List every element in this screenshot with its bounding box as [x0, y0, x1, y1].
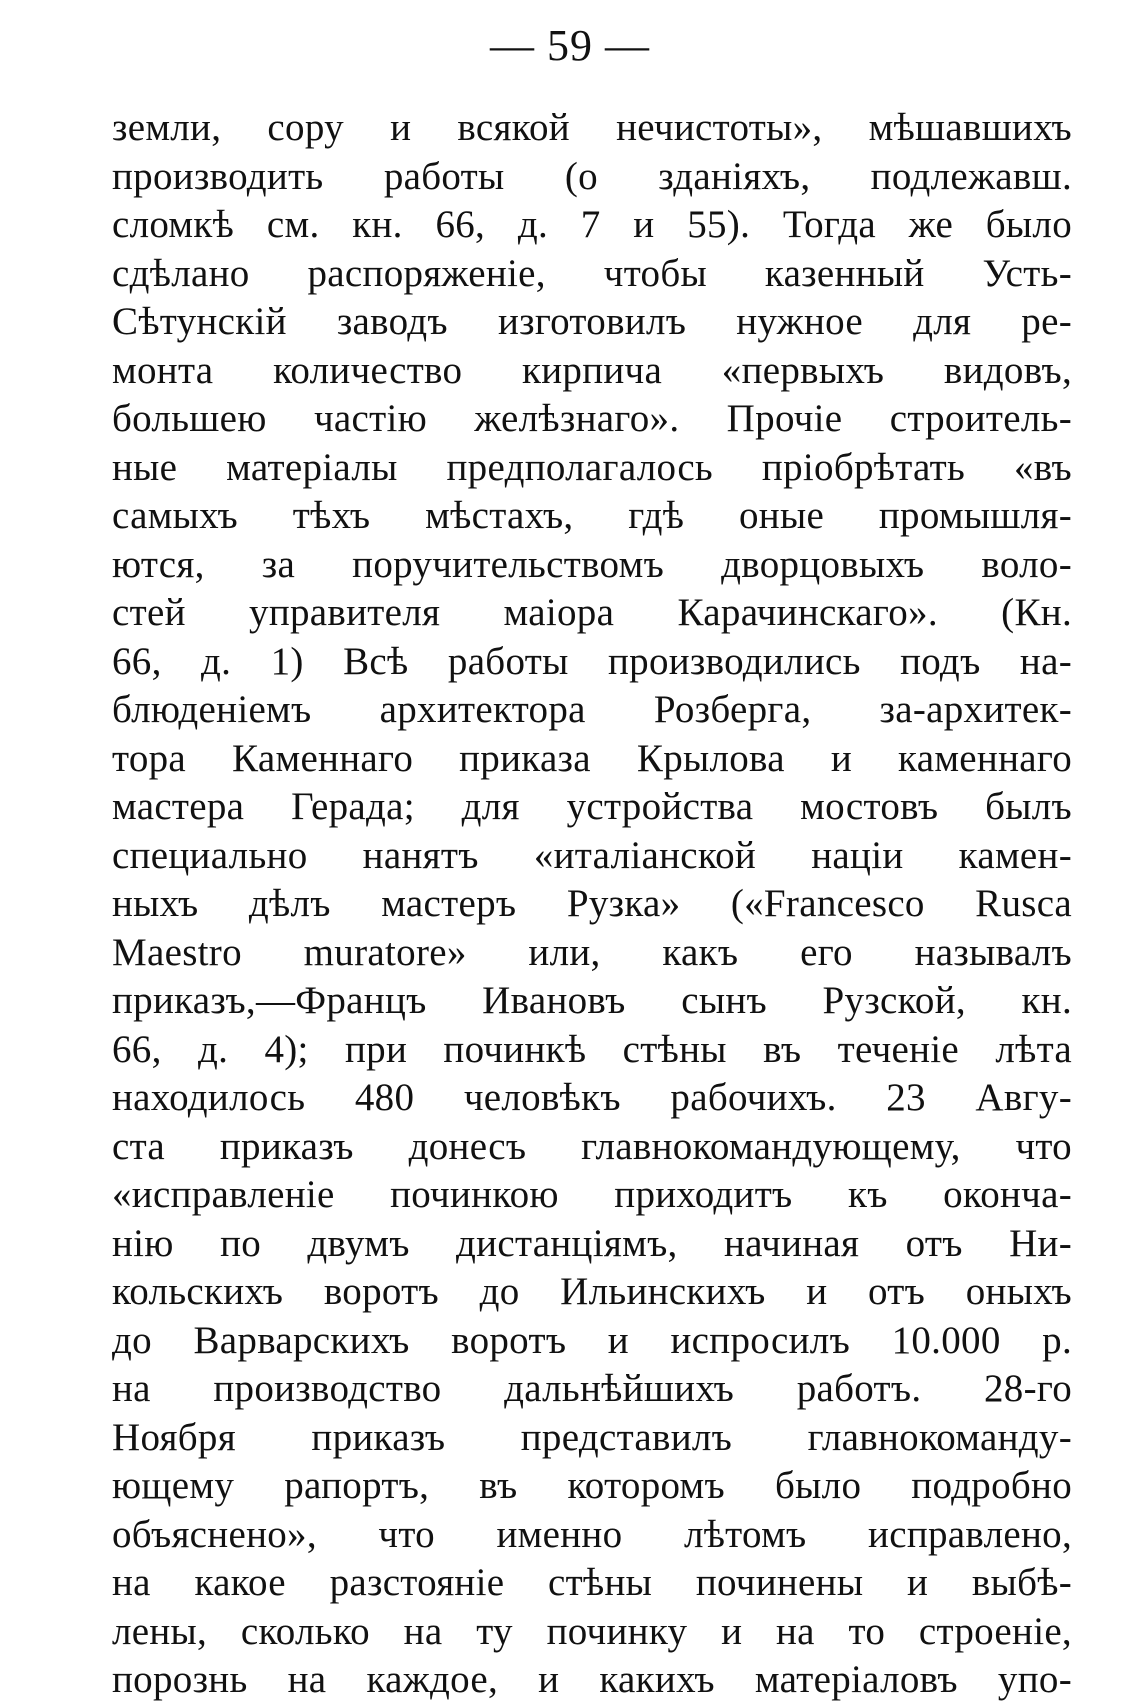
text-line: 66, д. 1) Всѣ работы производились подъ на-: [112, 639, 1072, 683]
text-line: ста приказъ донесъ главнокомандующему, что: [112, 1124, 1072, 1168]
text-line: мастера Герада; для устройства мостовъ былъ: [112, 785, 1072, 828]
text-line: стей управителя маiора Карачинскаго». (Кн.: [112, 591, 1072, 634]
text-line: до Варварскихъ воротъ и испросилъ 10.000 р.: [112, 1318, 1072, 1362]
text-line: большею частiю желѣзнаго». Прочiе строитель-: [112, 397, 1072, 440]
text-line: Maestro muratore» или, какъ его называлъ: [112, 930, 1072, 974]
text-line: сломкѣ см. кн. 66, д. 7 и 55). Тогда же было: [112, 203, 1072, 246]
text-line: объяснено», что именно лѣтомъ исправлено,: [112, 1512, 1072, 1556]
text-line: производить работы (о зданiяхъ, подлежавш.: [112, 154, 1072, 198]
text-line: монта количество кирпича «первыхъ видовъ,: [112, 348, 1072, 392]
text-line: земли, сору и всякой нечистоты», мѣшавшихъ: [112, 106, 1072, 149]
body-text: [112, 104, 1072, 1705]
text-line: ются, за поручительствомъ дворцовыхъ воло-: [112, 542, 1072, 586]
text-line: приказъ,—Францъ Ивановъ сынъ Рузской, кн.: [112, 979, 1072, 1022]
text-line: на какое разстоянiе стѣны починены и выбѣ-: [112, 1561, 1072, 1604]
text-line: блюденiемъ архитектора Розберга, за-архитек-: [112, 688, 1072, 731]
text-line: тора Каменнаго приказа Крылова и каменнаго: [112, 736, 1072, 780]
text-line: Ноября приказъ представилъ главнокоманду-: [112, 1415, 1072, 1459]
text-line: Сѣтунскiй заводъ изготовилъ нужное для ре-: [112, 300, 1072, 343]
text-line: лены, сколько на ту починку и на то строенiе,: [112, 1609, 1072, 1653]
text-line: сдѣлано распоряженiе, чтобы казенный Усть-: [112, 251, 1072, 295]
text-line: находилось 480 человѣкъ рабочихъ. 23 Авгу-: [112, 1076, 1072, 1119]
text-line: кольскихъ воротъ до Ильинскихъ и отъ оныхъ: [112, 1270, 1072, 1313]
text-line: порознь на каждое, и какихъ матерiаловъ упо-: [112, 1658, 1072, 1701]
text-line: нiю по двумъ дистанцiямъ, начиная отъ Ни-: [112, 1221, 1072, 1265]
text-line: на производство дальнѣйшихъ работъ. 28-го: [112, 1367, 1072, 1410]
page-number: — 59 —: [490, 21, 650, 70]
text-line: ныхъ дѣлъ мастеръ Рузка» («Francesco Rusca: [112, 882, 1072, 925]
text-line: самыхъ тѣхъ мѣстахъ, гдѣ оные промышля-: [112, 494, 1072, 537]
text-line: ные матерiалы предполагалось прiобрѣтать «въ: [112, 445, 1072, 489]
text-line: ющему рапортъ, въ которомъ было подробно: [112, 1464, 1072, 1507]
text-line: «исправленiе починкою приходитъ къ оконча-: [112, 1173, 1072, 1216]
text-line: 66, д. 4); при починкѣ стѣны въ теченiе лѣта: [112, 1027, 1072, 1071]
text-line: специально нанятъ «италiанской нацiи камен-: [112, 833, 1072, 877]
